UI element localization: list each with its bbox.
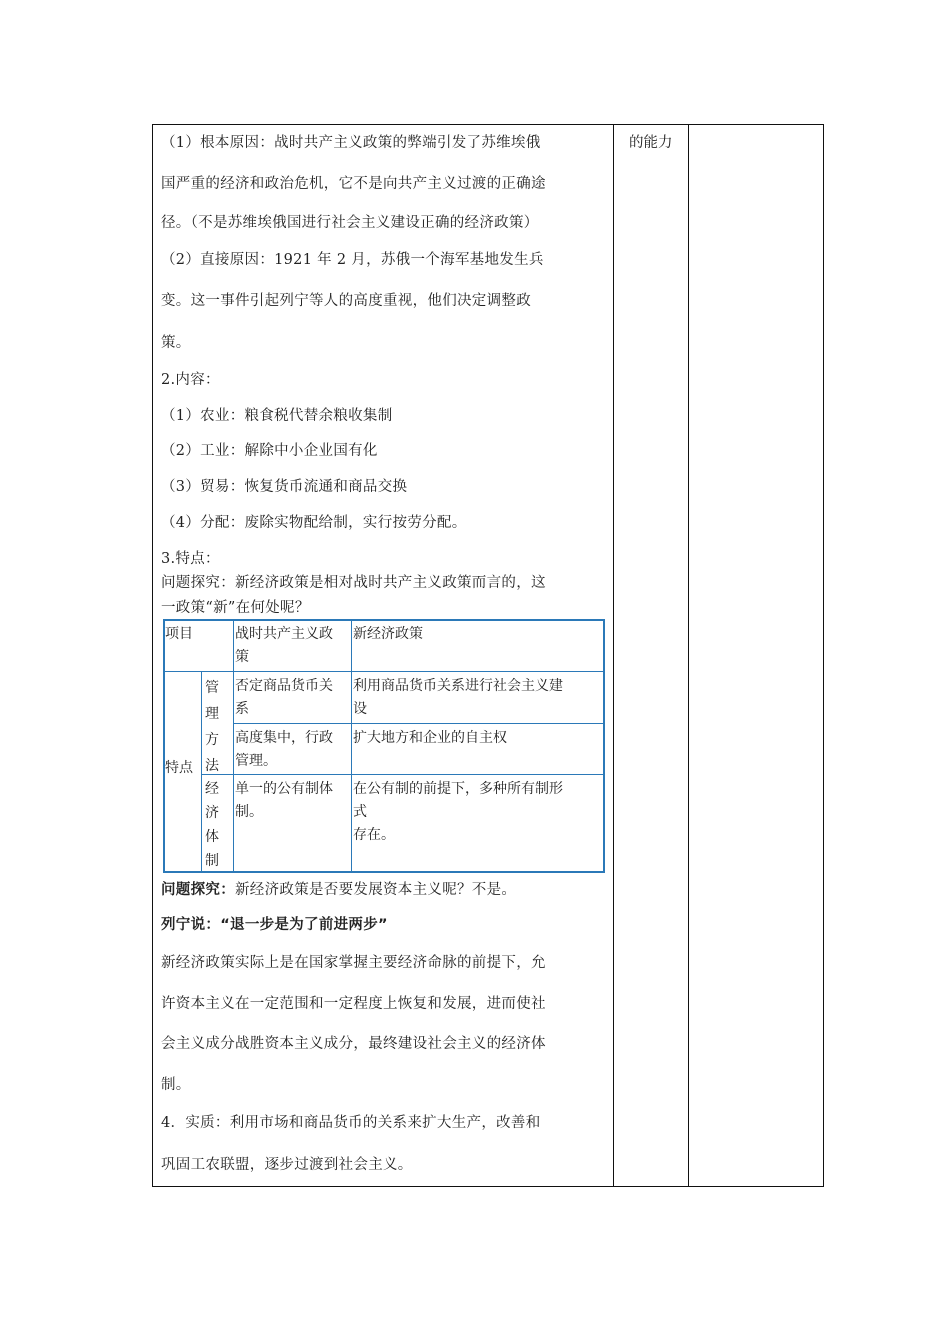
- cell-line: 单一的公有制体: [235, 781, 333, 797]
- header-old-policy: [235, 623, 333, 669]
- text-line: （3）贸易：恢复货币流通和商品交换: [161, 479, 408, 495]
- sub-label-management: [205, 675, 225, 779]
- text-line: 巩固工农联盟，逐步过渡到社会主义。: [161, 1157, 413, 1173]
- cell-line: 经: [205, 781, 219, 797]
- cell-new: [353, 727, 507, 750]
- cell-line: 存在。: [353, 827, 395, 843]
- cell-line: 高度集中，行政: [235, 730, 333, 746]
- text-line: （2）工业：解除中小企业国有化: [161, 443, 378, 459]
- cell-old: [235, 727, 333, 773]
- comparison-table: [163, 619, 605, 873]
- text-line: 制。: [161, 1077, 191, 1093]
- question-line: [161, 878, 516, 899]
- section-heading: 2.内容：: [161, 372, 220, 388]
- text-line: 一政策“新”在何处呢？: [161, 600, 310, 616]
- table-rule: [165, 671, 603, 672]
- text-line: （1）根本原因：战时共产主义政策的弊端引发了苏维埃俄: [161, 135, 541, 151]
- cell-line: 管: [205, 680, 219, 696]
- table-rule: [233, 621, 234, 871]
- text-line: （2）直接原因：1921 年 2 月，苏俄一个海军基地发生兵: [161, 252, 544, 268]
- column-divider: [613, 125, 614, 1186]
- text-line: 4．实质：利用市场和商品货币的关系来扩大生产，改善和: [161, 1115, 541, 1131]
- cell-line: 体: [205, 829, 219, 845]
- text-line: 许资本主义在一定范围和一定程度上恢复和发展，进而使社: [161, 996, 546, 1012]
- cell-line: 在公有制的前提下，多种所有制形: [353, 781, 563, 797]
- lenin-quote: 列宁说：“退一步是为了前进两步”: [161, 917, 388, 933]
- question-label: 问题探究：: [161, 882, 235, 898]
- cell-line: 设: [353, 701, 367, 717]
- table-rule: [233, 723, 603, 724]
- cell-new: [353, 778, 563, 847]
- text-line: 新经济政策实际上是在国家掌握主要经济命脉的前提下，允: [161, 955, 546, 971]
- table-rule: [201, 774, 603, 775]
- cell-line: 理: [205, 706, 219, 722]
- cell-line: 式: [353, 804, 367, 820]
- cell-line: 系: [235, 701, 249, 717]
- section-heading: 3.特点：: [161, 551, 220, 567]
- text-line: 变。这一事件引起列宁等人的高度重视，他们决定调整政: [161, 293, 531, 309]
- side-note: 的能力: [629, 135, 673, 151]
- cell-line: 战时共产主义政: [235, 626, 333, 642]
- cell-line: 济: [205, 805, 219, 821]
- table-rule: [201, 671, 202, 871]
- text-line: （4）分配：废除实物配给制，实行按劳分配。: [161, 515, 467, 531]
- cell-line: 法: [205, 758, 219, 774]
- cell-line: 扩大地方和企业的自主权: [353, 730, 507, 746]
- column-divider: [688, 125, 689, 1186]
- header-item: 项目: [165, 626, 193, 642]
- cell-line: 制。: [235, 804, 263, 820]
- text-line: 问题探究：新经济政策是相对战时共产主义政策而言的，这: [161, 575, 546, 591]
- text-line: 会主义成分战胜资本主义成分，最终建设社会主义的经济体: [161, 1036, 546, 1052]
- cell-line: 否定商品货币关: [235, 678, 333, 694]
- cell-old: [235, 675, 333, 721]
- cell-line: 制: [205, 853, 219, 869]
- header-new-policy: 新经济政策: [353, 626, 423, 642]
- sub-label-economy: [205, 777, 225, 873]
- lesson-table: [152, 124, 824, 1187]
- cell-old: [235, 778, 333, 824]
- cell-line: 方: [205, 732, 219, 748]
- text-line: （1）农业：粮食税代替余粮收集制: [161, 408, 393, 424]
- table-rule: [351, 621, 352, 871]
- text-line: 策。: [161, 335, 191, 351]
- text-line: 国严重的经济和政治危机，它不是向共产主义过渡的正确途: [161, 176, 546, 192]
- cell-line: 策: [235, 649, 249, 665]
- cell-new: [353, 675, 563, 721]
- cell-line: 管理。: [235, 753, 277, 769]
- question-text: 新经济政策是否要发展资本主义呢？不是。: [235, 882, 517, 898]
- text-line: 径。（不是苏维埃俄国进行社会主义建设正确的经济政策）: [161, 215, 539, 231]
- rowgroup-label: 特点: [165, 760, 193, 776]
- cell-line: 利用商品货币关系进行社会主义建: [353, 678, 563, 694]
